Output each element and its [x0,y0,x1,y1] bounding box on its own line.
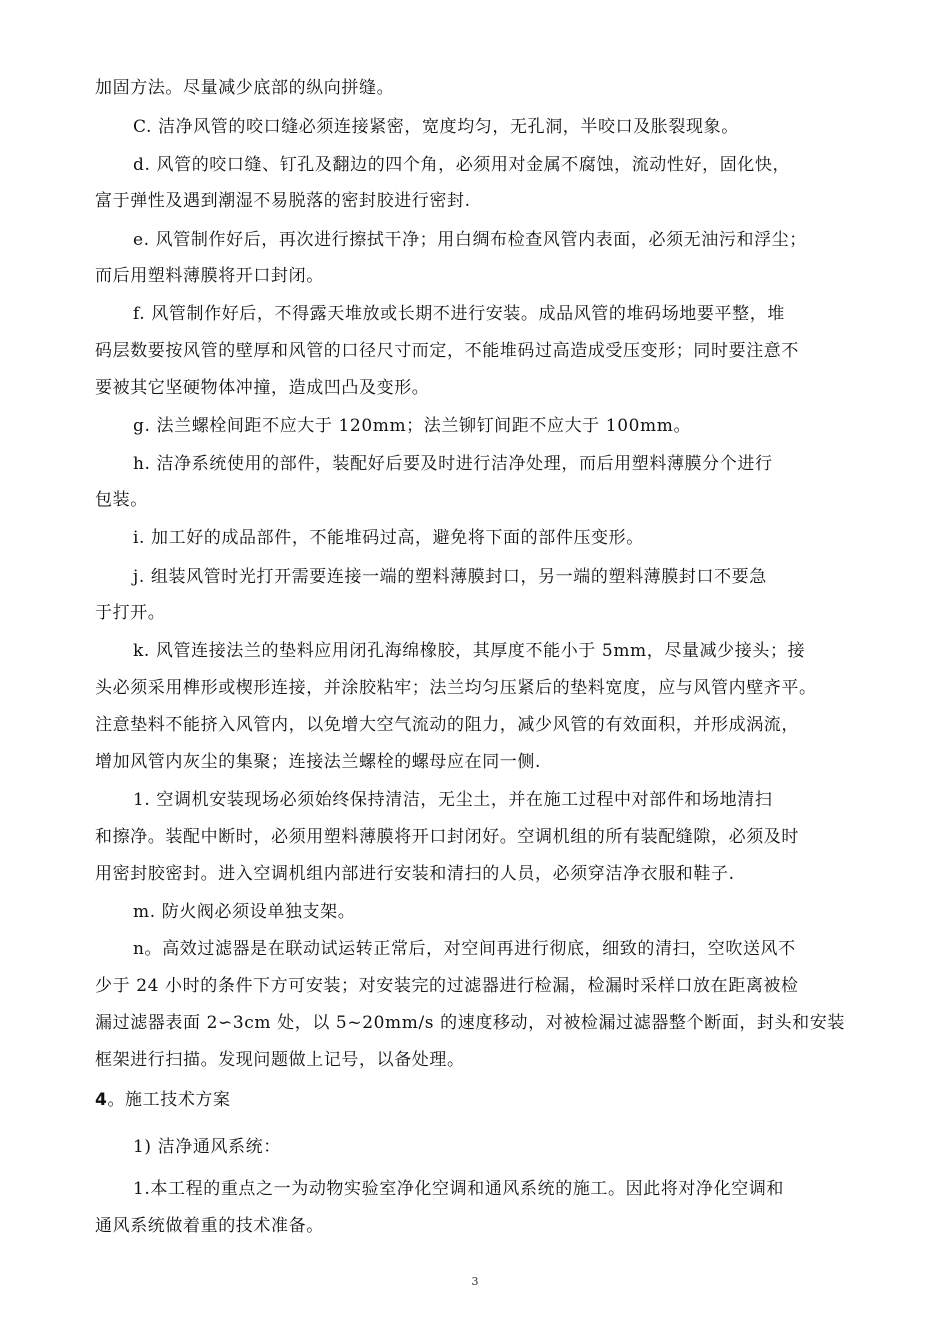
text-line: C. 洁净风管的咬口缝必须连接紧密，宽度均匀，无孔洞，半咬口及胀裂现象。 [133,117,739,137]
text-line: 框架进行扫描。发现问题做上记号，以备处理。 [95,1050,465,1070]
text-line: 增加风管内灰尘的集聚；连接法兰螺栓的螺母应在同一侧. [95,752,542,772]
text-line: 少于 24 小时的条件下方可安装；对安装完的过滤器进行检漏，检漏时采样口放在距离被检 [95,976,799,996]
text-line: i. 加工好的成品部件，不能堆码过高，避免将下面的部件压变形。 [133,528,644,548]
text-line: 通风系统做着重的技术准备。 [95,1216,324,1236]
text-line: 码层数要按风管的壁厚和风管的口径尺寸而定，不能堆码过高造成受压变形；同时要注意不 [95,341,799,361]
text-line: f. 风管制作好后，不得露天堆放或长期不进行安装。成品风管的堆码场地要平整，堆 [133,304,785,324]
text-line: 1. 空调机安装现场必须始终保持清洁，无尘土，并在施工过程中对部件和场地清扫 [133,790,773,810]
text-line: 加固方法。尽量减少底部的纵向拼缝。 [95,78,395,98]
text-line: 用密封胶密封。进入空调机组内部进行安装和清扫的人员，必须穿洁净衣服和鞋子. [95,864,735,884]
section-title: 。施工技术方案 [107,1090,231,1110]
text-line: j. 组装风管时光打开需要连接一端的塑料薄膜封口，另一端的塑料薄膜封口不要急 [133,567,767,587]
text-line: 注意垫料不能挤入风管内，以免增大空气流动的阻力，减少风管的有效面积，并形成涡流， [95,715,799,735]
section-heading [95,1088,231,1112]
text-line: 和擦净。装配中断时，必须用塑料薄膜将开口封闭好。空调机组的所有装配缝隙，必须及时 [95,827,799,847]
text-line: m. 防火阀必须设单独支架。 [133,902,356,922]
text-line: 漏过滤器表面 2∽3cm 处，以 5~20mm/s 的速度移动，对被检漏过滤器整个断面，封头和安装 [95,1013,845,1033]
text-line: 富于弹性及遇到潮湿不易脱落的密封胶进行密封. [95,191,471,211]
text-line: 1.本工程的重点之一为动物实验室净化空调和通风系统的施工。因此将对净化空调和 [133,1179,785,1199]
page-number: 3 [471,1275,479,1288]
text-line: 头必须采用榫形或楔形连接，并涂胶粘牢；法兰均匀压紧后的垫料宽度，应与风管内壁齐平。 [95,678,817,698]
text-line: g. 法兰螺栓间距不应大于 120mm；法兰铆钉间距不应大于 100mm。 [133,416,692,436]
text-line: h. 洁净系统使用的部件，装配好后要及时进行洁净处理，而后用塑料薄膜分个进行 [133,454,773,474]
text-line: 包装。 [95,490,148,510]
text-line: k. 风管连接法兰的垫料应用闭孔海绵橡胶，其厚度不能小于 5mm，尽量减少接头；接 [133,641,806,661]
subsection-heading: 1) 洁净通风系统： [133,1137,281,1157]
section-number: 4 [95,1090,108,1110]
text-line: d. 风管的咬口缝、钉孔及翻边的四个角，必须用对金属不腐蚀，流动性好，固化快， [133,155,791,175]
text-line: 于打开。 [95,603,166,623]
text-line: n。高效过滤器是在联动试运转正常后，对空间再进行彻底，细致的清扫，空吹送风不 [133,939,796,959]
text-line: e. 风管制作好后，再次进行擦拭干净；用白绸布检查风管内表面，必须无油污和浮尘； [133,230,807,250]
text-line: 要被其它坚硬物体冲撞，造成凹凸及变形。 [95,378,430,398]
text-line: 而后用塑料薄膜将开口封闭。 [95,266,324,286]
